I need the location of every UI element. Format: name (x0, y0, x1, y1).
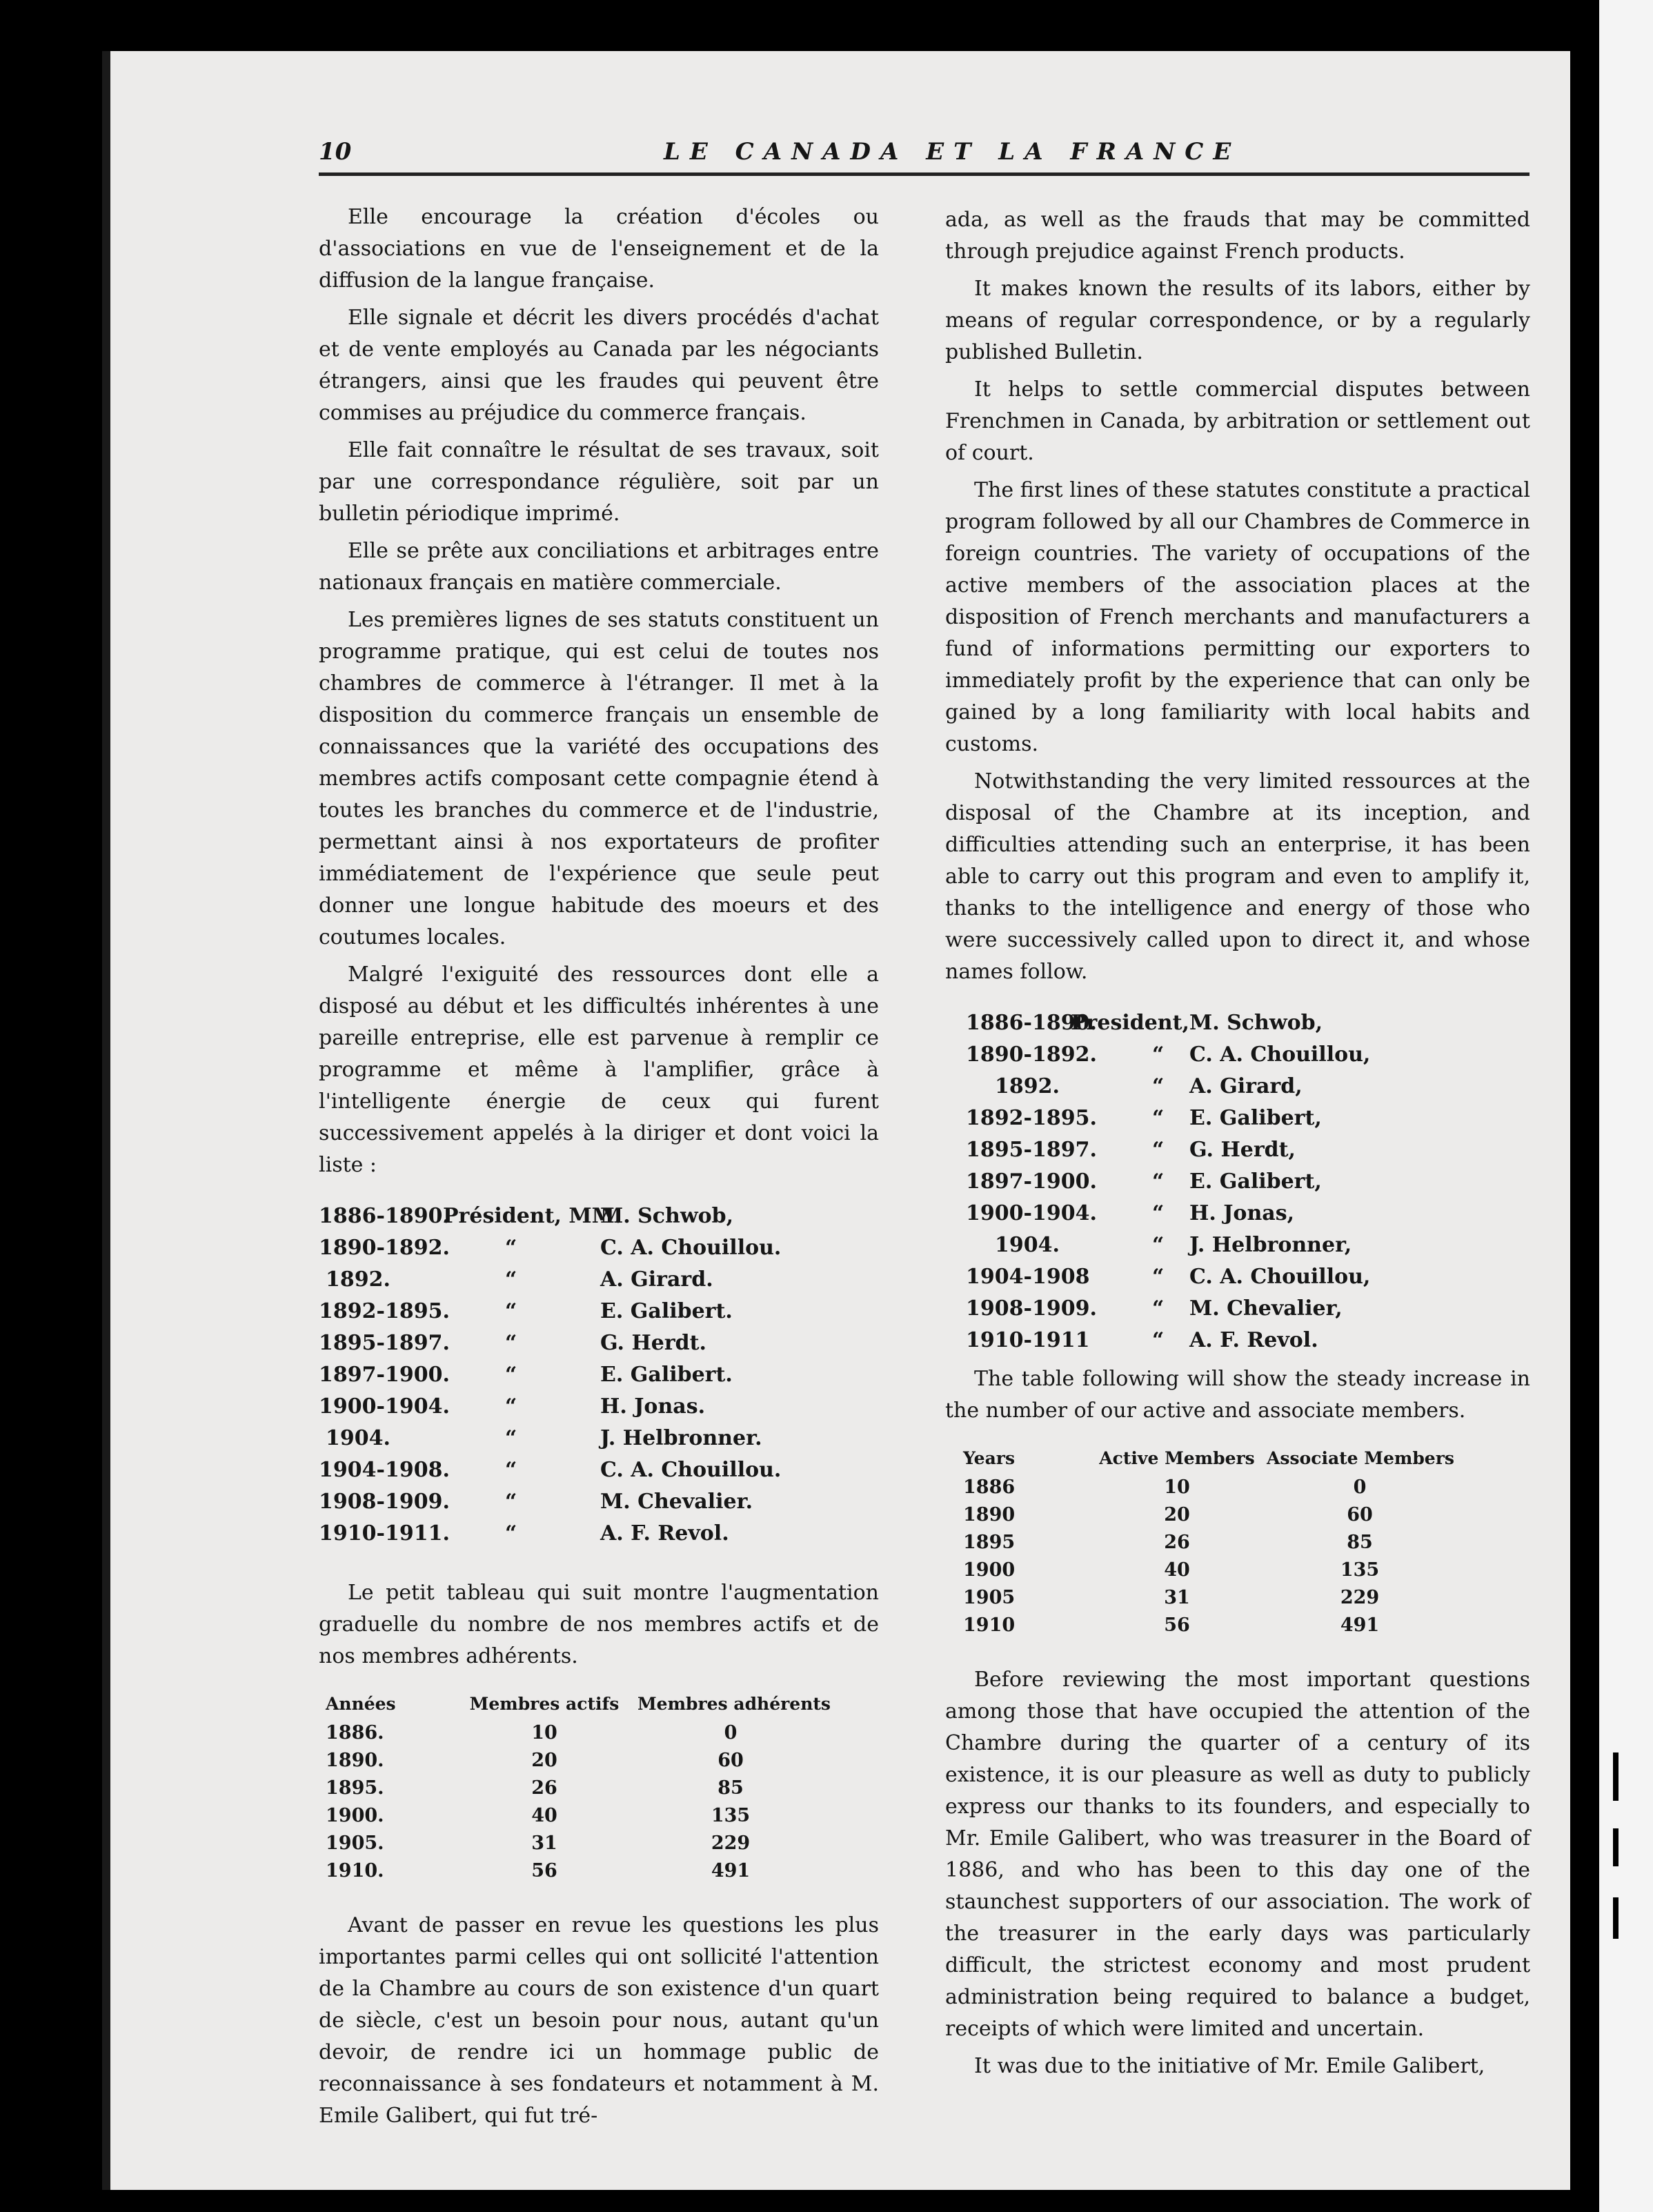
president-years: 1904-1908 (966, 1265, 1090, 1289)
table-cell: 1890 (963, 1504, 1016, 1525)
table-cell: 491 (1340, 1614, 1380, 1636)
table-cell: 85 (1347, 1532, 1373, 1553)
president-row (945, 1071, 1530, 1103)
president-years: 1892. (326, 1267, 390, 1292)
table-cell: 1890. (326, 1750, 384, 1771)
table-cell: 31 (1164, 1587, 1190, 1608)
table-cell: 1910. (326, 1860, 384, 1882)
page-number: 10 (319, 138, 352, 166)
president-years: 1886-1890. (319, 1204, 450, 1228)
table-cell: 0 (724, 1722, 738, 1744)
page-header (319, 138, 1533, 170)
president-name: M. Schwob, (1189, 1011, 1323, 1035)
table-header-row (319, 1689, 879, 1719)
president-name: M. Schwob, (600, 1204, 734, 1228)
table-cell: 135 (711, 1805, 751, 1826)
table-cell: 85 (717, 1777, 744, 1799)
table-header: Associate Members (1267, 1448, 1454, 1468)
president-role: “ (1152, 1328, 1165, 1352)
president-years: 1892-1895. (966, 1106, 1097, 1130)
table-row (945, 1529, 1530, 1557)
paragraph: Elle fait connaître le résultat de ses travaux, soit par une correspondance régulière, soit par un bulletin périodique imprimé. (319, 438, 879, 526)
table-cell: 31 (531, 1833, 557, 1854)
president-role: “ (505, 1331, 517, 1355)
president-row (319, 1423, 879, 1454)
table-cell: 1895 (963, 1532, 1016, 1553)
president-years: 1890-1892. (319, 1236, 450, 1260)
table-cell: 491 (711, 1860, 751, 1882)
presidents-list (945, 1007, 1530, 1356)
table-cell: 1886. (326, 1722, 384, 1744)
presidents-list (319, 1201, 879, 1550)
table-cell: 1900 (963, 1559, 1016, 1581)
table-cell: 56 (531, 1860, 557, 1882)
president-years: 1897-1900. (319, 1363, 450, 1387)
paragraph: The first lines of these statutes constitute a practical program followed by all our Chambres de Commerce in foreign countries. The variety of occupations of the active members of the association places at the disposition of French merchants and manufacturers a fund of informations permitting our exporters to immediately profit by the experience that can only be gained by a long familiarity with local habits and customs. (945, 478, 1530, 756)
table-row (945, 1612, 1530, 1639)
adjacent-page-edge (1599, 0, 1653, 2212)
table-row (319, 1830, 879, 1857)
paragraph: It was due to the initiative of Mr. Emile Galibert, (974, 2054, 1485, 2078)
table-cell: 135 (1340, 1559, 1380, 1581)
table-cell: 229 (1340, 1587, 1380, 1608)
table-row (319, 1719, 879, 1747)
table-cell: 1886 (963, 1477, 1016, 1498)
table-row (945, 1584, 1530, 1612)
table-header: Membres actifs (469, 1694, 620, 1714)
president-row (319, 1264, 879, 1296)
table-cell: 60 (717, 1750, 744, 1771)
president-row (319, 1518, 879, 1550)
president-row (945, 1198, 1530, 1230)
president-row (319, 1232, 879, 1264)
paragraph: It helps to settle commercial disputes between Frenchmen in Canada, by arbitration or settlement out of court. (945, 377, 1530, 465)
president-name: J. Helbronner, (1189, 1233, 1352, 1257)
president-name: H. Jonas, (1189, 1201, 1295, 1225)
president-name: C. A. Chouillou, (1189, 1265, 1371, 1289)
table-cell: 40 (1164, 1559, 1190, 1581)
president-row (945, 1293, 1530, 1325)
president-row (945, 1039, 1530, 1071)
president-row (319, 1296, 879, 1327)
president-years: 1892. (995, 1074, 1060, 1098)
edge-mark (1613, 1828, 1619, 1866)
president-name: A. F. Revol. (1189, 1328, 1318, 1352)
paragraph: Before reviewing the most important questions among those that have occupied the attention of the Chambre during the quarter of a century of its existence, it is our pleasure as well as duty to publicly express our thanks to its founders, and especially to Mr. Emile Galibert, who was treasurer in the Board of 1886, and who has been to this day one of the staunchest supporters of our association. The work of the treasurer in the early days was particularly difficult, the strictest economy and most prudent administration being required to balance a budget, receipts of which were limited and uncertain. (945, 1668, 1530, 2041)
president-name: E. Galibert. (600, 1363, 733, 1387)
president-years: 1895-1897. (966, 1138, 1097, 1162)
table-cell: 26 (531, 1777, 557, 1799)
president-role: “ (505, 1426, 517, 1450)
president-name: C. A. Chouillou. (600, 1236, 782, 1260)
table-intro: Le petit tableau qui suit montre l'augmentation graduelle du nombre de nos membres actifs et de nos membres adhérents. (319, 1581, 879, 1668)
president-role: “ (505, 1490, 517, 1514)
paragraph: Elle signale et décrit les divers procédés d'achat et de vente employés au Canada par les négociants étrangers, ainsi que les fraudes qui peuvent être commises au préjudice du commerce français. (319, 306, 879, 425)
table-intro: The table following will show the steady increase in the number of our active and associate members. (945, 1367, 1530, 1423)
table-cell: 229 (711, 1833, 751, 1854)
table-row (319, 1857, 879, 1885)
president-years: 1895-1897. (319, 1331, 450, 1355)
president-role: “ (1152, 1169, 1165, 1194)
president-row (945, 1103, 1530, 1134)
president-role: “ (505, 1521, 517, 1546)
president-role: “ (505, 1394, 517, 1419)
table-header-row (945, 1443, 1530, 1474)
paragraph: Avant de passer en revue les questions les plus importantes parmi celles qui ont sollicité l'attention de la Chambre au cours de son existence d'un quart de siècle, c'est un besoin pour nous, autant qu'un devoir, de rendre ici un hommage public de reconnaissance à ses fondateurs et notamment à M. Emile Galibert, qui fut tré- (319, 1913, 879, 2128)
president-name: A. Girard. (600, 1267, 713, 1292)
paragraph: It makes known the results of its labors, either by means of regular correspondence, or by a regularly published Bulletin. (945, 277, 1530, 364)
president-role: “ (1152, 1265, 1165, 1289)
president-role: “ (1152, 1296, 1165, 1321)
running-title: LE CANADA ET LA FRANCE (664, 138, 1241, 166)
paragraph: Les premières lignes de ses statuts constituent un programme pratique, qui est celui de toutes nos chambres de commerce à l'étranger. Il met à la disposition du commerce français un ensemble de connaissances que la variété des occupations des membres actifs composant cette compagnie étend à toutes les branches du commerce et de l'industrie, permettant ainsi à nos exportateurs de profiter immédiatement de l'expérience que seule peut donner une longue habitude des moeurs et des coutumes locales. (319, 608, 879, 949)
president-name: M. Chevalier. (600, 1490, 753, 1514)
president-role: “ (1152, 1233, 1165, 1257)
president-name: J. Helbronner. (600, 1426, 762, 1450)
president-role: “ (1152, 1106, 1165, 1130)
table-cell: 1905 (963, 1587, 1016, 1608)
table-cell: 26 (1164, 1532, 1190, 1553)
president-role: “ (505, 1299, 517, 1323)
president-role: President, (1071, 1011, 1189, 1035)
president-name: A. F. Revol. (600, 1521, 729, 1546)
table-header: Années (326, 1694, 396, 1714)
president-row (319, 1359, 879, 1391)
table-cell: 0 (1353, 1477, 1367, 1498)
members-table (945, 1443, 1530, 1639)
table-row (945, 1474, 1530, 1501)
president-role: “ (505, 1458, 517, 1482)
president-role: “ (505, 1236, 517, 1260)
president-row (945, 1230, 1530, 1261)
table-header: Years (963, 1448, 1016, 1468)
paragraph: Elle se prête aux conciliations et arbitrages entre nationaux français en matière commerciale. (319, 539, 879, 595)
president-years: 1904-1908. (319, 1458, 450, 1482)
english-column (945, 204, 1530, 2088)
president-years: 1897-1900. (966, 1169, 1097, 1194)
president-name: A. Girard, (1189, 1074, 1303, 1098)
president-row (945, 1261, 1530, 1293)
president-name: C. A. Chouillou, (1189, 1043, 1371, 1067)
president-years: 1910-1911. (319, 1521, 450, 1546)
president-name: H. Jonas. (600, 1394, 706, 1419)
table-row (945, 1501, 1530, 1529)
president-years: 1908-1909. (966, 1296, 1097, 1321)
president-row (319, 1454, 879, 1486)
president-name: E. Galibert, (1189, 1106, 1322, 1130)
table-cell: 10 (531, 1722, 557, 1744)
president-row (945, 1325, 1530, 1356)
french-column (319, 201, 879, 2137)
table-cell: 40 (531, 1805, 557, 1826)
president-years: 1900-1904. (966, 1201, 1097, 1225)
table-cell: 1905. (326, 1833, 384, 1854)
president-role: “ (1152, 1138, 1165, 1162)
header-rule (319, 172, 1530, 176)
table-cell: 1895. (326, 1777, 384, 1799)
table-row (945, 1557, 1530, 1584)
paragraph: ada, as well as the frauds that may be committed through prejudice against French products. (945, 208, 1530, 264)
table-cell: 20 (1164, 1504, 1190, 1525)
table-cell: 60 (1347, 1504, 1373, 1525)
table-cell: 1900. (326, 1805, 384, 1826)
president-row (319, 1201, 879, 1232)
president-row (319, 1327, 879, 1359)
president-role: “ (505, 1267, 517, 1292)
president-years: 1892-1895. (319, 1299, 450, 1323)
president-name: E. Galibert, (1189, 1169, 1322, 1194)
table-cell: 1910 (963, 1614, 1016, 1636)
paragraph: Elle encourage la création d'écoles ou d'associations en vue de l'enseignement et de la diffusion de la langue française. (319, 205, 879, 293)
edge-mark (1613, 1897, 1619, 1939)
paragraph: Malgré l'exiguité des ressources dont elle a disposé au début et les difficultés inhérentes à une pareille entreprise, elle est parvenue à remplir ce programme et même à l'amplifier, grâce à l'intelligente énergie de ceux qui furent successivement appelés à la diriger et dont voici la liste : (319, 962, 879, 1177)
page-left-edge (102, 51, 110, 2190)
president-years: 1886-1890. (966, 1011, 1097, 1035)
president-row (945, 1166, 1530, 1198)
president-role: Président, MM. (443, 1204, 622, 1228)
president-years: 1904. (995, 1233, 1060, 1257)
edge-mark (1613, 1752, 1619, 1801)
president-years: 1900-1904. (319, 1394, 450, 1419)
president-name: C. A. Chouillou. (600, 1458, 782, 1482)
president-row (319, 1391, 879, 1423)
president-role: “ (1152, 1074, 1165, 1098)
president-row (319, 1486, 879, 1518)
table-header: Membres adhérents (637, 1694, 831, 1714)
paragraph: Notwithstanding the very limited ressources at the disposal of the Chambre at its inception, and difficulties attending such an enterprise, it has been able to carry out this program and even to amplify it, thanks to the intelligence and energy of those who were successively called upon to direct it, and whose names follow. (945, 769, 1530, 984)
president-role: “ (1152, 1043, 1165, 1067)
members-table (319, 1689, 879, 1885)
president-years: 1908-1909. (319, 1490, 450, 1514)
table-header: Active Members (1099, 1448, 1255, 1468)
president-row (945, 1134, 1530, 1166)
president-role: “ (1152, 1201, 1165, 1225)
president-name: G. Herdt, (1189, 1138, 1296, 1162)
president-years: 1910-1911 (966, 1328, 1090, 1352)
president-row (945, 1007, 1530, 1039)
table-row (319, 1775, 879, 1802)
president-years: 1890-1892. (966, 1043, 1097, 1067)
president-role: “ (505, 1363, 517, 1387)
table-cell: 20 (531, 1750, 557, 1771)
president-years: 1904. (326, 1426, 390, 1450)
table-row (319, 1747, 879, 1775)
president-name: E. Galibert. (600, 1299, 733, 1323)
president-name: M. Chevalier, (1189, 1296, 1343, 1321)
table-row (319, 1802, 879, 1830)
president-name: G. Herdt. (600, 1331, 706, 1355)
table-cell: 10 (1164, 1477, 1190, 1498)
table-cell: 56 (1164, 1614, 1190, 1636)
